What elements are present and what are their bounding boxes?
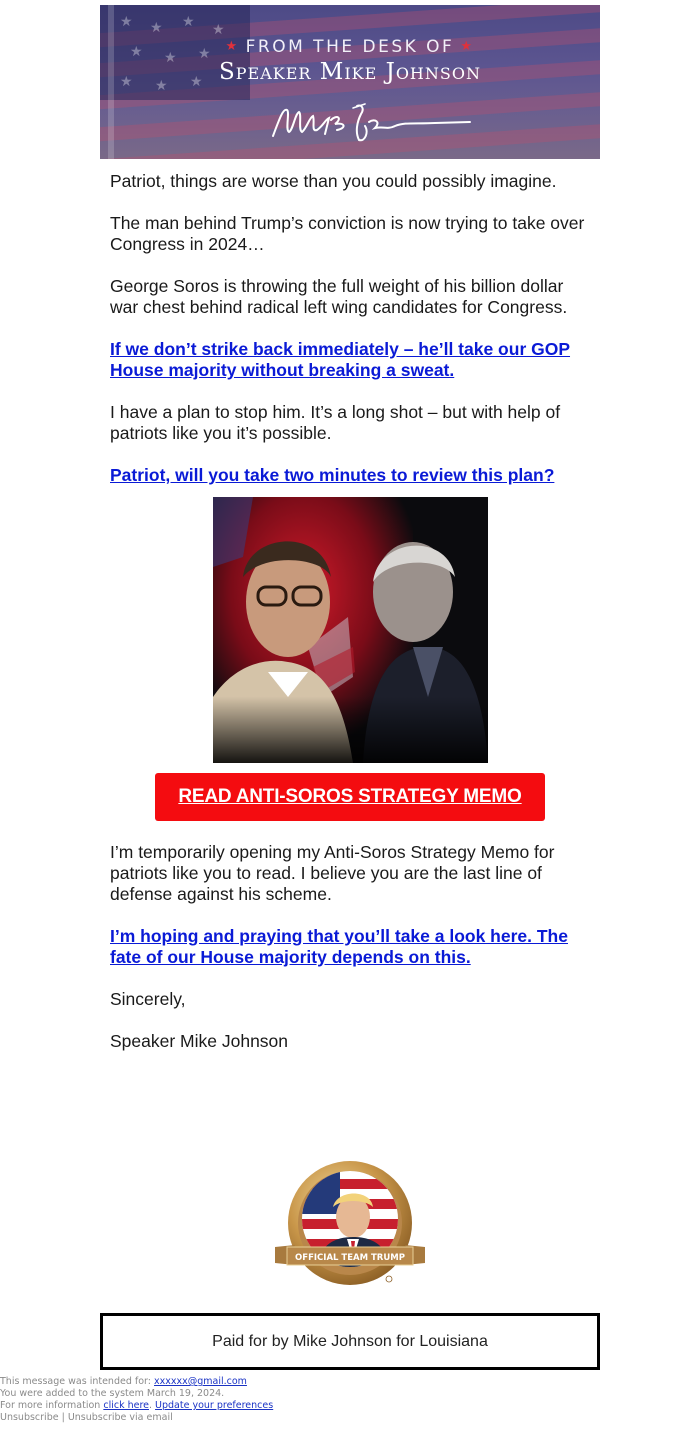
banner-name: Speaker Mike Johnson — [219, 59, 481, 85]
link-review-plan[interactable]: Patriot, will you take two minutes to review this plan? — [110, 465, 555, 485]
footer-update-preferences-link[interactable]: Update your preferences — [155, 1400, 274, 1411]
paragraph-conviction: The man behind Trump’s conviction is now trying to take over Congress in 2024… — [110, 213, 585, 254]
footer-unsubscribe-link[interactable]: Unsubscribe — [0, 1412, 59, 1423]
footer-click-here-link[interactable]: click here — [103, 1400, 149, 1411]
paragraph-memo: I’m temporarily opening my Anti-Soros Strategy Memo for patriots like you to read. I believe you are the last line of defense against his scheme. — [110, 842, 555, 904]
closing-sincerely: Sincerely, — [110, 989, 186, 1009]
seal-label: OFFICIAL TEAM TRUMP — [295, 1253, 405, 1263]
footer-unsubscribe-email-link[interactable]: Unsubscribe via email — [67, 1412, 173, 1423]
email-body — [100, 171, 600, 486]
footer — [0, 1376, 273, 1424]
email-container — [100, 5, 600, 1370]
read-memo-button[interactable]: READ ANTI-SOROS STRATEGY MEMO — [155, 773, 545, 821]
paid-for-disclaimer: Paid for by Mike Johnson for Louisiana — [100, 1313, 600, 1370]
signoff-name: Speaker Mike Johnson — [110, 1031, 289, 1051]
star-icon: ★ — [225, 39, 240, 54]
paragraph-soros: George Soros is throwing the full weight of his billion dollar war chest behind radical left wing candidates for Congress. — [110, 276, 568, 317]
banner-top-line: ★ FROM THE DESK OF ★ — [225, 37, 475, 57]
paragraph-intro: Patriot, things are worse than you could possibly imagine. — [110, 171, 557, 191]
footer-email-link[interactable]: xxxxxx@gmail.com — [154, 1376, 247, 1387]
footer-added: You were added to the system March 19, 2024. — [0, 1388, 225, 1399]
footer-more-info: For more information click here. Update your preferences — [0, 1400, 274, 1411]
footer-intended: This message was intended for: xxxxxx@gmail.com — [0, 1376, 247, 1387]
link-take-a-look[interactable]: I’m hoping and praying that you’ll take a look here. The fate of our House majority depends on this. — [110, 926, 568, 967]
johnson-soros-photo[interactable] — [213, 497, 488, 763]
official-team-trump-seal — [275, 1159, 425, 1293]
email-body-continued — [100, 842, 600, 1052]
flag-stars: ★ ★ ★ ★ ★ ★ ★ ★ ★ ★ — [100, 5, 250, 100]
link-strike-back[interactable]: If we don’t strike back immediately – he’ll take our GOP House majority without breaking a sweat. — [110, 339, 571, 380]
footer-unsubscribe-row: Unsubscribe | Unsubscribe via email — [0, 1412, 173, 1423]
header-banner — [100, 5, 600, 159]
star-icon: ★ — [460, 39, 475, 54]
paragraph-plan: I have a plan to stop him. It’s a long shot – but with help of patriots like you it’s possible. — [110, 402, 561, 443]
signature-image — [265, 100, 480, 145]
